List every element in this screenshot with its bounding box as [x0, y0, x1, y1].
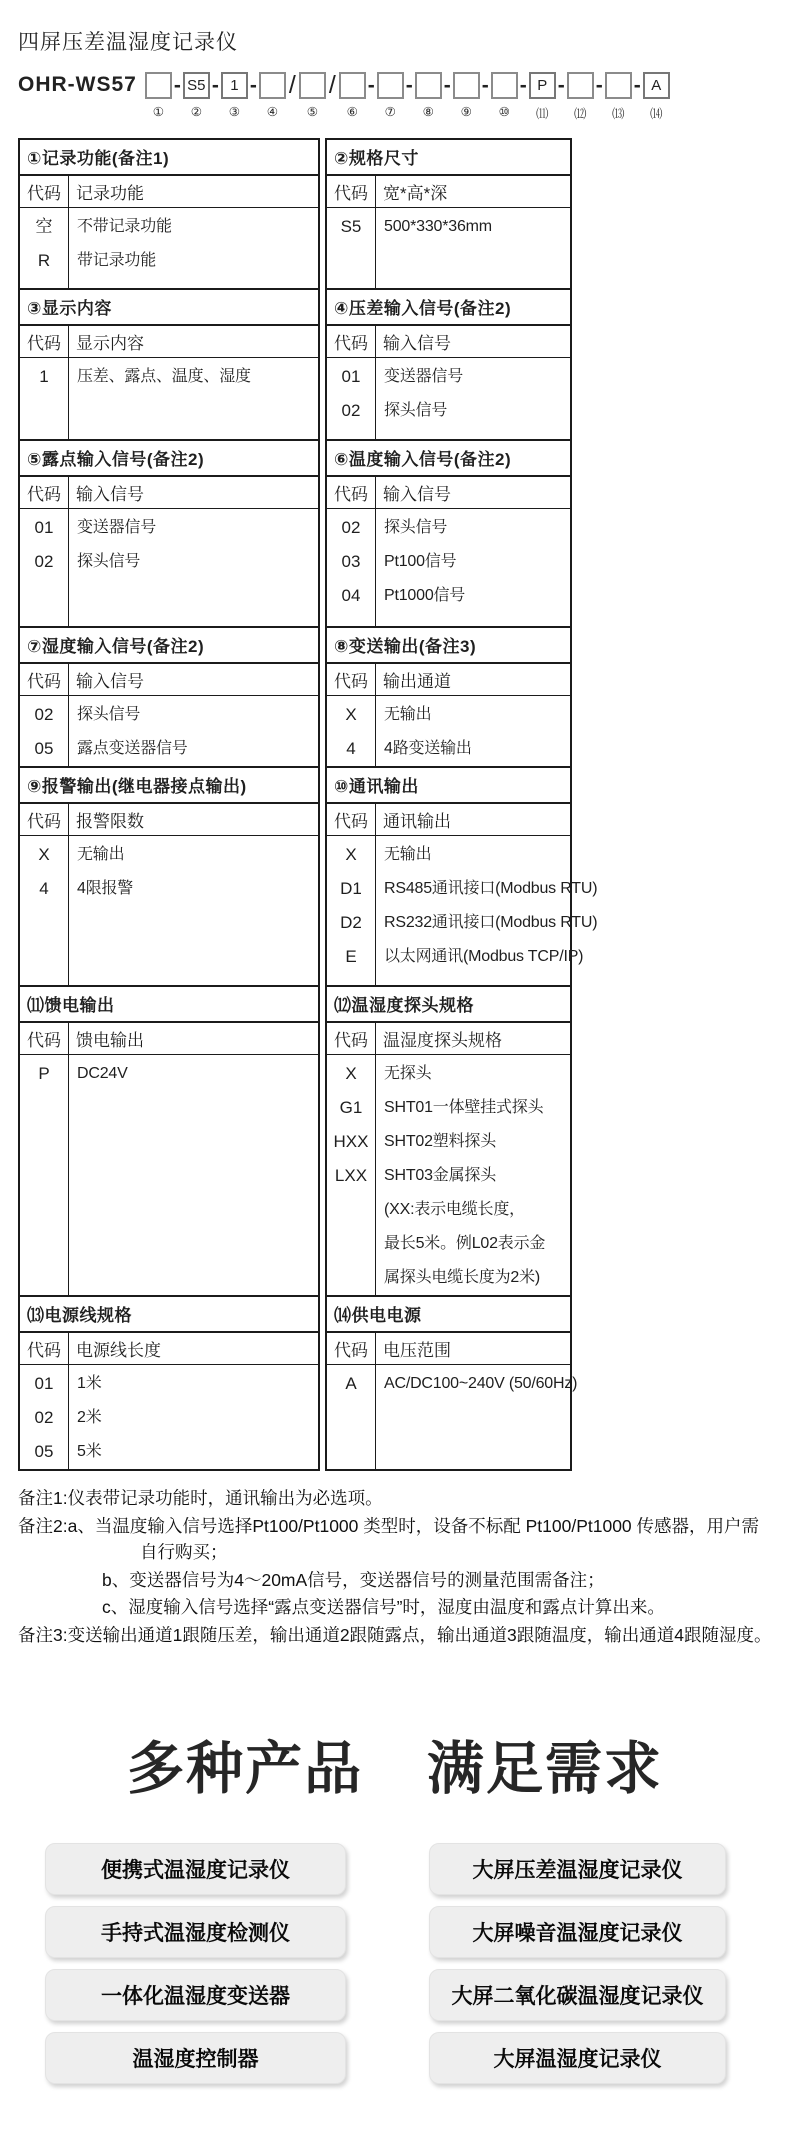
- spec-table: [18, 138, 598, 1471]
- model-box: S5: [183, 72, 210, 99]
- desc-column: [375, 696, 570, 766]
- code-cell: 01: [341, 367, 361, 386]
- desc-cell: 2米: [77, 1409, 102, 1426]
- table-row: [18, 626, 572, 768]
- model-box: [567, 72, 594, 99]
- model-separator: -: [443, 74, 451, 97]
- section-header: [327, 804, 570, 836]
- model-position-4: [259, 72, 286, 119]
- section-body: [327, 1055, 570, 1295]
- desc-cell: 无输出: [384, 706, 432, 723]
- code-column: [20, 509, 68, 626]
- section-8-transmit-output: [325, 626, 572, 768]
- section-13-power-cord: [18, 1295, 320, 1471]
- code-cell: X: [345, 845, 357, 864]
- code-cell: 4: [346, 739, 356, 758]
- model-box: [145, 72, 172, 99]
- model-separator: -: [633, 74, 641, 97]
- code-column-header: 代码: [334, 184, 368, 203]
- model-position-11: [529, 72, 556, 122]
- section-9-alarm-output: [18, 766, 320, 987]
- code-cell: X: [345, 1064, 357, 1083]
- code-cell: E: [345, 947, 357, 966]
- note-line: b、变送器信号为4～20mA信号，变送器信号的测量范围需备注；: [102, 1569, 605, 1590]
- code-cell: [327, 1227, 375, 1261]
- model-position-number: ②: [190, 105, 202, 119]
- desc-cell: 探头信号: [77, 706, 141, 723]
- code-column: [327, 1055, 375, 1295]
- code-cell: 05: [34, 739, 54, 758]
- code-cell: 05: [34, 1442, 54, 1461]
- section-title: ④压差输入信号(备注2): [327, 290, 570, 326]
- model-box: [605, 72, 632, 99]
- model-box: [339, 72, 366, 99]
- code-column: [20, 1055, 68, 1295]
- model-position-1: [145, 72, 172, 119]
- desc-column: [375, 509, 570, 626]
- section-2-dimensions: [325, 138, 572, 290]
- code-column: [327, 696, 375, 766]
- desc-column: [375, 1365, 581, 1469]
- desc-column: [68, 509, 318, 626]
- section-header: [327, 176, 570, 208]
- model-separator: -: [481, 74, 489, 97]
- product-button[interactable]: 大屏二氧化碳温湿度记录仪: [429, 1969, 726, 2021]
- section-title: ⑾馈电输出: [20, 987, 318, 1023]
- code-cell: R: [37, 251, 51, 270]
- section-header: [327, 477, 570, 509]
- note-line: 备注1:仪表带记录功能时，通讯输出为必选项。: [18, 1488, 383, 1508]
- code-column-header: 代码: [334, 334, 368, 353]
- code-cell: 02: [34, 705, 54, 724]
- section-header: [327, 664, 570, 696]
- desc-cell: 属探头电缆长度为2米): [384, 1269, 541, 1286]
- code-cell: X: [345, 705, 357, 724]
- note-line: 备注2:a、当温度输入信号选择Pt100/Pt1000 类型时，设备不标配 Pt100/Pt1000 传感器，用户需自行购买；: [18, 1515, 760, 1563]
- model-separator: /: [328, 71, 336, 99]
- model-position-12: [567, 72, 594, 122]
- code-cell: P: [38, 1064, 50, 1083]
- model-position-7: [377, 72, 404, 119]
- desc-cell: (XX:表示电缆长度，: [384, 1201, 525, 1218]
- section-body: [20, 358, 318, 439]
- section-title: ⑨报警输出(继电器接点输出): [20, 768, 318, 804]
- section-title: ⑿温湿度探头规格: [327, 987, 570, 1023]
- code-cell: 04: [341, 586, 361, 605]
- model-separator: -: [519, 74, 527, 97]
- code-column: [20, 696, 68, 766]
- code-cell: HXX: [333, 1132, 369, 1151]
- model-box: P: [529, 72, 556, 99]
- desc-cell: 变送器信号: [77, 519, 157, 536]
- model-position-number: ⑿: [574, 107, 587, 121]
- section-header: [327, 326, 570, 358]
- desc-column: [68, 696, 318, 766]
- desc-column: [68, 1365, 318, 1469]
- section-title: ⑦湿度输入信号(备注2): [20, 628, 318, 664]
- section-11-feed-output: [18, 985, 320, 1297]
- product-buttons-left-column: [45, 1843, 346, 2084]
- code-column-header: 代码: [27, 184, 61, 203]
- product-button[interactable]: 手持式温湿度检测仪: [45, 1906, 346, 1958]
- desc-cell: 500*330*36mm: [384, 218, 492, 235]
- desc-column-header: 输入信号: [68, 477, 318, 508]
- model-position-number: ⑨: [460, 105, 472, 119]
- desc-column-header: 电压范围: [375, 1333, 570, 1364]
- desc-cell: 压差、露点、温度、湿度: [77, 368, 251, 385]
- code-column-header: 代码: [334, 485, 368, 504]
- code-column-header: 代码: [334, 1341, 368, 1360]
- table-row: [18, 138, 572, 290]
- model-position-number: ⑧: [422, 105, 434, 119]
- section-header: [20, 1023, 318, 1055]
- desc-cell: 探头信号: [77, 553, 141, 570]
- desc-cell: 无输出: [384, 846, 432, 863]
- section-body: [20, 208, 318, 288]
- model-prefix: OHR-WS57: [18, 73, 137, 96]
- model-box: [259, 72, 286, 99]
- desc-column-header: 输出通道: [375, 664, 570, 695]
- model-box: [299, 72, 326, 99]
- desc-cell: 露点变送器信号: [77, 740, 188, 757]
- note-line: c、湿度输入信号选择“露点变送器信号”时，湿度由温度和露点计算出来。: [102, 1597, 665, 1618]
- desc-cell: 1米: [77, 1375, 102, 1392]
- section-header: [20, 804, 318, 836]
- code-column-header: 代码: [27, 1341, 61, 1360]
- code-column-header: 代码: [27, 1031, 61, 1050]
- section-body: [327, 509, 570, 626]
- model-position-9: [453, 72, 480, 119]
- section-header: [20, 326, 318, 358]
- section-12-probe-spec: [325, 985, 572, 1297]
- model-position-number: ⑤: [306, 105, 318, 119]
- desc-column-header: 记录功能: [68, 176, 318, 207]
- code-column: [327, 1365, 375, 1469]
- desc-cell: Pt1000信号: [384, 587, 466, 604]
- section-header: [20, 1333, 318, 1365]
- model-position-number: ⑾: [536, 107, 549, 121]
- promo-heading-word: 满足需求: [426, 1736, 663, 1801]
- section-3-display-content: [18, 288, 320, 441]
- section-5-dewpoint-input: [18, 439, 320, 628]
- page-title: 四屏压差温湿度记录仪: [18, 31, 238, 54]
- desc-column: [375, 836, 601, 985]
- code-column: [327, 509, 375, 626]
- table-row: [18, 985, 572, 1297]
- section-body: [327, 696, 570, 766]
- section-body: [327, 836, 598, 985]
- section-title: ⑧变送输出(备注3): [327, 628, 570, 664]
- model-position-3: [221, 72, 248, 119]
- code-column: [20, 836, 68, 985]
- model-position-number: ⒁: [650, 107, 663, 121]
- desc-cell: SHT01一体壁挂式探头: [384, 1099, 544, 1116]
- product-buttons-right-column: [429, 1843, 726, 2084]
- model-separator: -: [249, 74, 257, 97]
- code-cell: D2: [340, 913, 362, 932]
- section-1-record-function: [18, 138, 320, 290]
- desc-cell: 无输出: [77, 846, 125, 863]
- model-separator: -: [211, 74, 219, 97]
- section-title: ⑩通讯输出: [327, 768, 570, 804]
- code-cell: 1: [39, 367, 49, 386]
- desc-cell: 探头信号: [384, 402, 448, 419]
- section-header: [327, 1023, 570, 1055]
- code-column: [327, 208, 375, 288]
- model-separator: -: [173, 74, 181, 97]
- desc-cell: 不带记录功能: [77, 218, 172, 235]
- section-header: [20, 176, 318, 208]
- desc-cell: 5米: [77, 1443, 102, 1460]
- model-box: [491, 72, 518, 99]
- section-body: [327, 358, 570, 439]
- model-box: [377, 72, 404, 99]
- code-cell: [327, 1261, 375, 1295]
- section-body: [327, 208, 570, 288]
- desc-column-header: 输入信号: [68, 664, 318, 695]
- model-position-number: ⑥: [346, 105, 358, 119]
- section-body: [20, 1365, 318, 1469]
- code-cell: 02: [34, 552, 54, 571]
- section-6-temperature-input: [325, 439, 572, 628]
- desc-column: [375, 358, 570, 439]
- note-line: 备注3:变送输出通道1跟随压差，输出通道2跟随露点，输出通道3跟随温度，输出通道4跟随湿度。: [18, 1624, 772, 1645]
- desc-cell: SHT03金属探头: [384, 1167, 496, 1184]
- section-body: [20, 836, 318, 985]
- model-position-5: [299, 72, 326, 119]
- table-row: [18, 288, 572, 441]
- table-row: [18, 766, 598, 987]
- code-cell: X: [38, 845, 50, 864]
- model-box: [415, 72, 442, 99]
- table-row: [18, 1295, 578, 1471]
- model-position-14: [643, 72, 670, 122]
- code-cell: 02: [341, 518, 361, 537]
- desc-column-header: 报警限数: [68, 804, 318, 835]
- section-body: [20, 1055, 318, 1295]
- model-position-number: ⑩: [498, 105, 510, 119]
- section-body: [20, 696, 318, 766]
- model-position-8: [415, 72, 442, 119]
- code-column: [327, 836, 375, 985]
- desc-column: [68, 836, 318, 985]
- section-14-power-supply: [325, 1295, 578, 1471]
- model-position-number: ①: [152, 105, 164, 119]
- desc-cell: AC/DC100~240V (50/60Hz): [384, 1375, 578, 1392]
- section-title: ⒀电源线规格: [20, 1297, 318, 1333]
- code-cell: LXX: [334, 1166, 368, 1185]
- product-button[interactable]: 大屏压差温湿度记录仪: [429, 1843, 726, 1895]
- desc-column-header: 温湿度探头规格: [375, 1023, 570, 1054]
- model-position-13: [605, 72, 632, 122]
- desc-cell: 带记录功能: [77, 252, 157, 269]
- model-position-number: ④: [266, 105, 278, 119]
- product-button[interactable]: 温湿度控制器: [45, 2032, 346, 2084]
- model-position-number: ⒀: [612, 107, 625, 121]
- code-cell: 01: [34, 1374, 54, 1393]
- model-separator: -: [595, 74, 603, 97]
- code-column: [327, 358, 375, 439]
- model-separator: -: [405, 74, 413, 97]
- code-cell: 空: [35, 217, 53, 236]
- desc-cell: 4路变送输出: [384, 740, 472, 757]
- product-button[interactable]: 大屏噪音温湿度记录仪: [429, 1906, 726, 1958]
- notes: [18, 1485, 774, 1649]
- promo-heading: [18, 1723, 772, 1805]
- section-title: ⑥温度输入信号(备注2): [327, 441, 570, 477]
- product-button[interactable]: 便携式温湿度记录仪: [45, 1843, 346, 1895]
- desc-cell: 4限报警: [77, 880, 134, 897]
- promo-heading-word: 多种产品: [127, 1736, 364, 1801]
- code-cell: A: [345, 1374, 357, 1393]
- desc-cell: Pt100信号: [384, 553, 457, 570]
- code-cell: G1: [339, 1098, 363, 1117]
- section-title: ③显示内容: [20, 290, 318, 326]
- product-button[interactable]: 大屏温湿度记录仪: [429, 2032, 726, 2084]
- model-position-2: [183, 72, 210, 119]
- desc-column-header: 馈电输出: [68, 1023, 318, 1054]
- desc-cell: 变送器信号: [384, 368, 464, 385]
- code-column-header: 代码: [27, 485, 61, 504]
- section-4-pressure-input: [325, 288, 572, 441]
- desc-column-header: 通讯输出: [375, 804, 570, 835]
- code-column-header: 代码: [334, 812, 368, 831]
- model-box: 1: [221, 72, 248, 99]
- desc-column: [375, 1055, 570, 1295]
- code-column: [20, 208, 68, 288]
- product-button[interactable]: 一体化温湿度变送器: [45, 1969, 346, 2021]
- desc-column: [68, 208, 318, 288]
- code-column: [20, 358, 68, 439]
- desc-cell: DC24V: [77, 1065, 128, 1082]
- desc-cell: 无探头: [384, 1065, 432, 1082]
- section-title: ①记录功能(备注1): [20, 140, 318, 176]
- model-box: A: [643, 72, 670, 99]
- code-cell: 03: [341, 552, 361, 571]
- model-position-10: [491, 72, 518, 119]
- code-cell: [327, 1193, 375, 1227]
- section-body: [327, 1365, 578, 1469]
- desc-cell: RS232通讯接口(Modbus RTU): [384, 914, 598, 931]
- code-cell: D1: [340, 879, 362, 898]
- code-column-header: 代码: [334, 1031, 368, 1050]
- desc-cell: 探头信号: [384, 519, 448, 536]
- desc-column-header: 输入信号: [375, 477, 570, 508]
- code-cell: 02: [341, 401, 361, 420]
- section-header: [20, 664, 318, 696]
- desc-column-header: 宽*高*深: [375, 176, 570, 207]
- table-row: [18, 439, 572, 628]
- desc-column-header: 输入信号: [375, 326, 570, 357]
- code-cell: 02: [34, 1408, 54, 1427]
- desc-cell: SHT02塑料探头: [384, 1133, 496, 1150]
- desc-column: [375, 208, 570, 288]
- code-column-header: 代码: [27, 334, 61, 353]
- model-box: [453, 72, 480, 99]
- code-column-header: 代码: [27, 672, 61, 691]
- model-code-row: [18, 72, 772, 122]
- desc-column: [68, 358, 318, 439]
- code-cell: S5: [340, 217, 362, 236]
- section-header: [20, 477, 318, 509]
- desc-column: [68, 1055, 318, 1295]
- section-10-comm-output: [325, 766, 598, 987]
- model-position-6: [339, 72, 366, 119]
- section-title: ⑤露点输入信号(备注2): [20, 441, 318, 477]
- model-separator: /: [288, 71, 296, 99]
- code-column-header: 代码: [334, 672, 368, 691]
- section-body: [20, 509, 318, 626]
- code-column: [20, 1365, 68, 1469]
- model-position-number: ⑦: [384, 105, 396, 119]
- desc-cell: 最长5米。例L02表示金: [384, 1235, 546, 1252]
- section-title: ②规格尺寸: [327, 140, 570, 176]
- desc-cell: 以太网通讯(Modbus TCP/IP): [384, 948, 584, 965]
- code-column-header: 代码: [27, 812, 61, 831]
- section-7-humidity-input: [18, 626, 320, 768]
- desc-column-header: 显示内容: [68, 326, 318, 357]
- desc-column-header: 电源线长度: [68, 1333, 318, 1364]
- code-cell: 4: [39, 879, 49, 898]
- product-buttons: [45, 1843, 772, 2084]
- section-header: [327, 1333, 570, 1365]
- code-cell: 01: [34, 518, 54, 537]
- desc-cell: RS485通讯接口(Modbus RTU): [384, 880, 598, 897]
- model-separator: -: [367, 74, 375, 97]
- model-position-number: ③: [228, 105, 240, 119]
- model-separator: -: [557, 74, 565, 97]
- section-title: ⒁供电电源: [327, 1297, 570, 1333]
